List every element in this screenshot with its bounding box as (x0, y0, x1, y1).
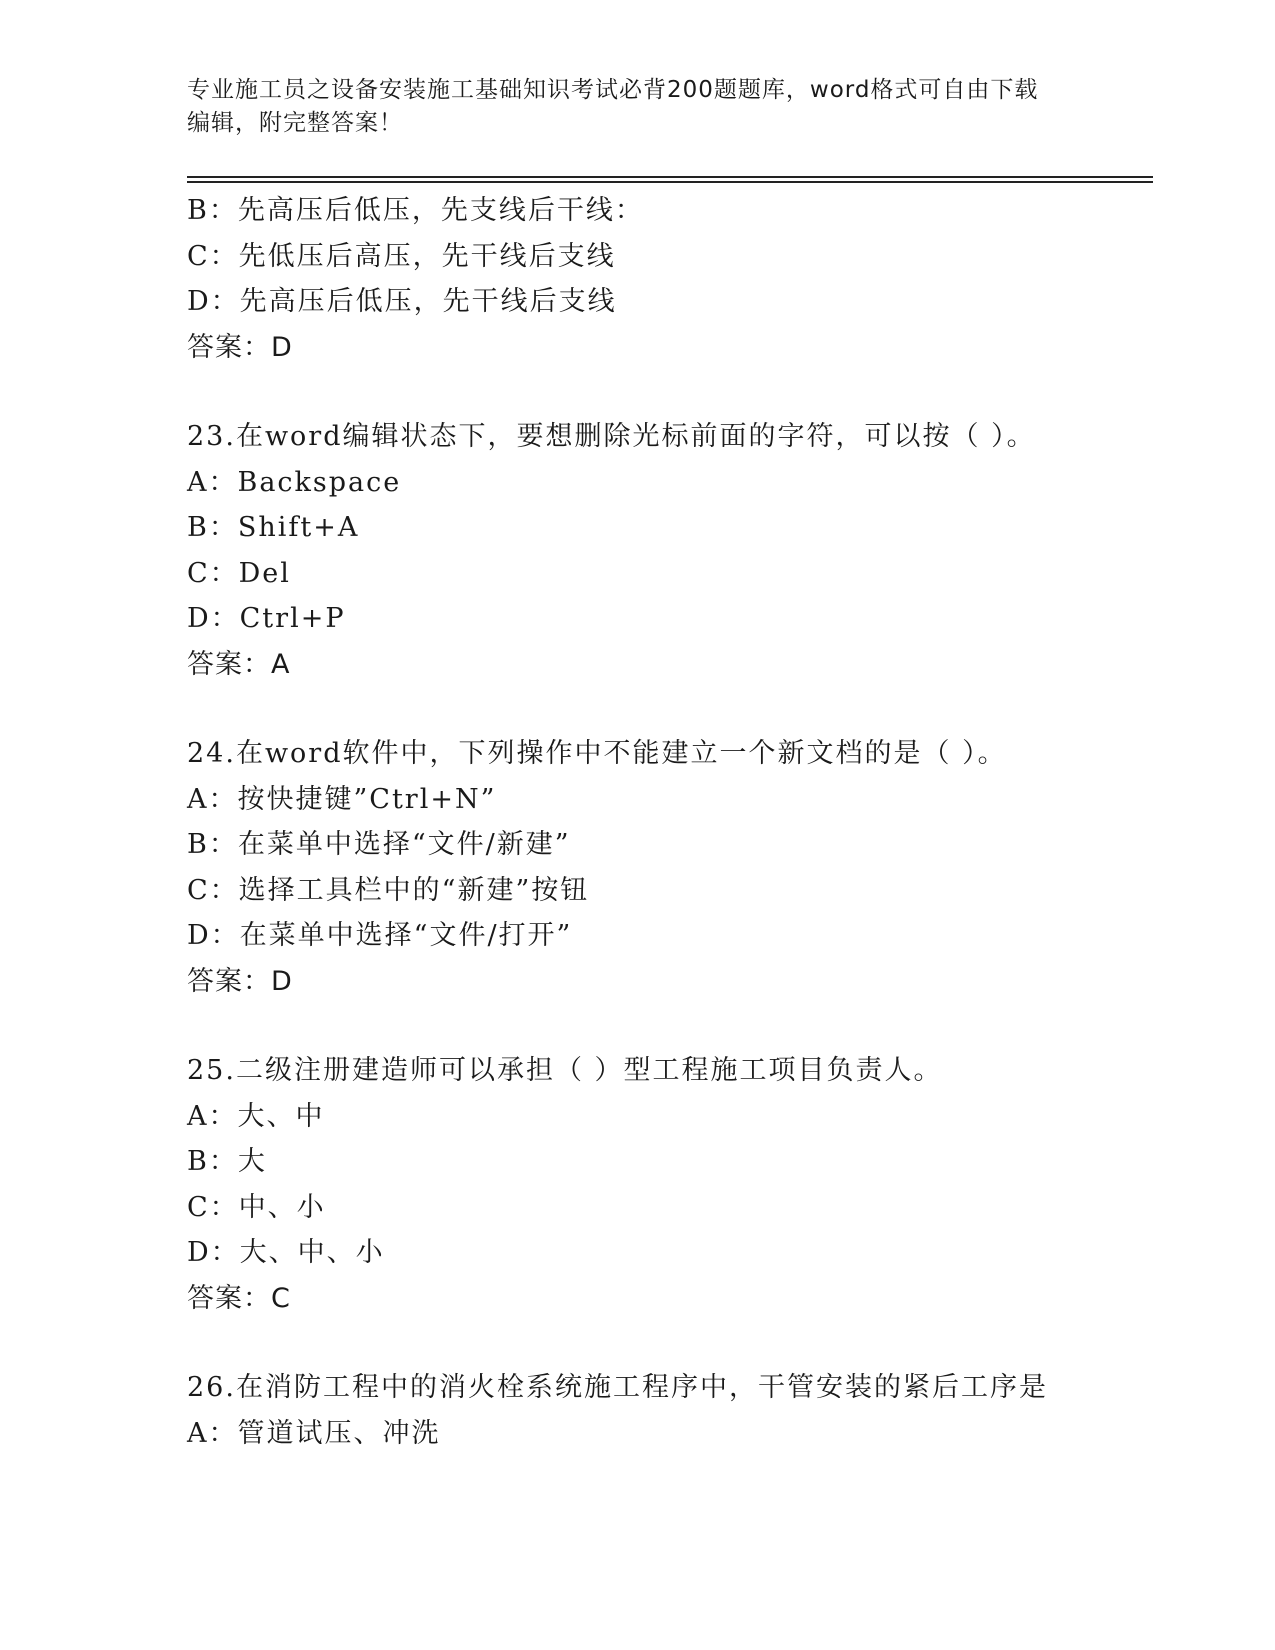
spacer (187, 1004, 1147, 1048)
question-26 (187, 1365, 1147, 1456)
question-22-tail (187, 188, 1147, 370)
spacer (187, 687, 1147, 731)
option-b: B：Shift+A (187, 512, 360, 543)
option-a: A：大、中 (187, 1100, 325, 1132)
question-25 (187, 1048, 1147, 1321)
answer-line: 答案：A (187, 648, 291, 680)
header-line-2: 编辑，附完整答案！ (187, 110, 403, 136)
option-d: D：Ctrl+P (187, 603, 346, 634)
answer-line: 答案：D (187, 331, 293, 363)
question-stem: 24.在word软件中，下列操作中不能建立一个新文档的是（ ）。 (187, 738, 1007, 769)
option-a: A：按快捷键”Ctrl+N” (187, 783, 497, 815)
answer-line: 答案：C (187, 1282, 291, 1314)
option-a: A：Backspace (187, 466, 402, 498)
document-header (187, 74, 1067, 140)
spacer (187, 370, 1147, 414)
option-d: D：先高压后低压，先干线后支线 (187, 286, 617, 317)
option-b: B：先高压后低压，先支线后干线： (187, 195, 644, 226)
option-c: C：中、小 (187, 1191, 326, 1223)
question-stem: 23.在word编辑状态下，要想删除光标前面的字符，可以按（ ）。 (187, 421, 1036, 452)
question-list (187, 188, 1147, 1456)
answer-line: 答案：D (187, 965, 293, 997)
option-b: B：大 (187, 1146, 267, 1177)
question-stem: 26.在消防工程中的消火栓系统施工程序中，干管安装的紧后工序是 (187, 1372, 1048, 1403)
question-stem: 25.二级注册建造师可以承担（ ）型工程施工项目负责人。 (187, 1055, 943, 1086)
header-divider-bottom (187, 181, 1153, 183)
option-c: C：先低压后高压，先干线后支线 (187, 240, 616, 272)
spacer (187, 1321, 1147, 1365)
option-c: C：Del (187, 557, 291, 589)
option-d: D：在菜单中选择“文件/打开” (187, 920, 573, 951)
option-a: A：管道试压、冲洗 (187, 1417, 441, 1449)
header-divider-top (187, 176, 1153, 178)
option-c: C：选择工具栏中的“新建”按钮 (187, 874, 590, 906)
option-b: B：在菜单中选择“文件/新建” (187, 829, 571, 860)
question-23 (187, 414, 1147, 687)
header-line-1: 专业施工员之设备安装施工基础知识考试必背200题题库，word格式可自由下载 (187, 77, 1039, 103)
option-d: D：大、中、小 (187, 1237, 385, 1268)
question-24 (187, 731, 1147, 1004)
